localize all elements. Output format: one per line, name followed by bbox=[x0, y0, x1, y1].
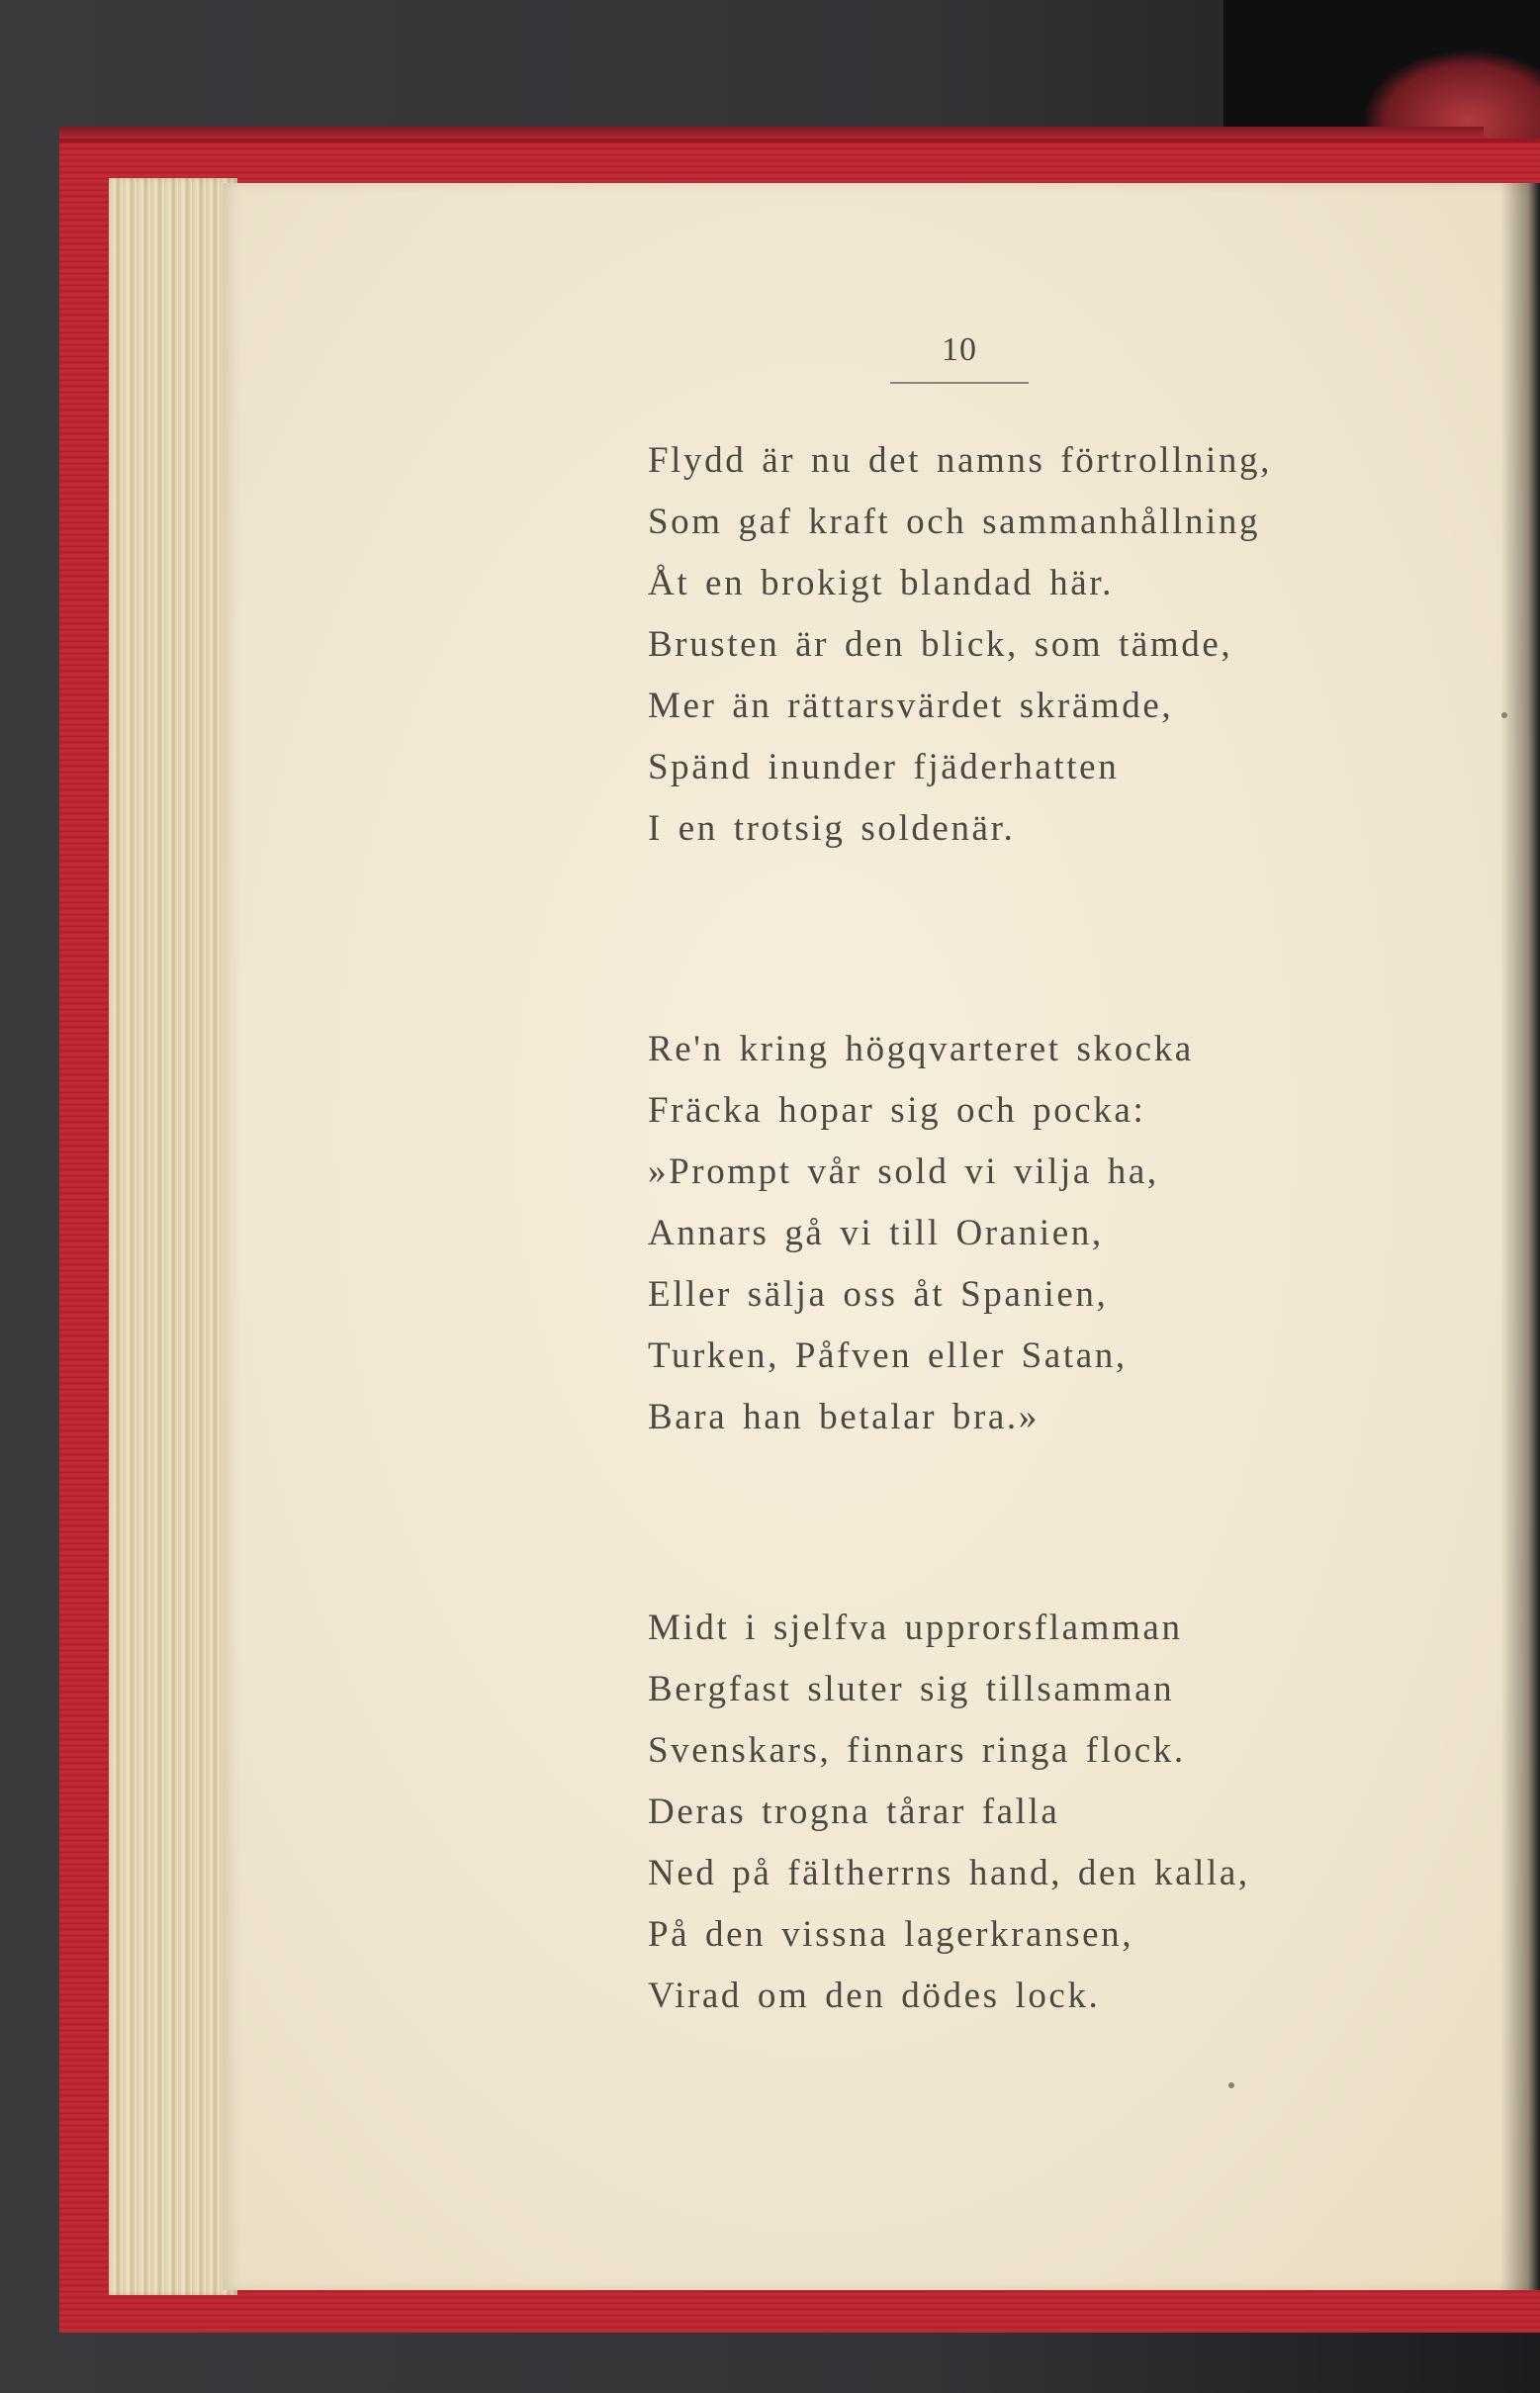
verse-line: Ned på fältherrns hand, den kalla, bbox=[648, 1853, 1250, 1893]
verse-line: Svenskars, finnars ringa flock. bbox=[648, 1730, 1186, 1771]
verse-line: I en trotsig soldenär. bbox=[648, 808, 1016, 849]
verse-line: Eller sälja oss åt Spanien, bbox=[648, 1274, 1109, 1315]
page-gutter-shadow bbox=[1500, 183, 1540, 2290]
stanza-2 bbox=[648, 1019, 1400, 1448]
verse-line: Spänd inunder fjäderhatten bbox=[648, 747, 1120, 787]
verse-line: Turken, Påfven eller Satan, bbox=[648, 1335, 1128, 1376]
page-number: 10 bbox=[942, 331, 977, 368]
verse-line: Bara han betalar bra.» bbox=[648, 1397, 1040, 1437]
verse-line: Annars gå vi till Oranien, bbox=[648, 1213, 1104, 1253]
stanza-3 bbox=[648, 1598, 1400, 2027]
verse-line: Virad om den dödes lock. bbox=[648, 1976, 1101, 2016]
verse-line: Deras trogna tårar falla bbox=[648, 1792, 1060, 1832]
verse-line: Fräcka hopar sig och pocka: bbox=[648, 1090, 1146, 1131]
verse-line: Bergfast sluter sig tillsamman bbox=[648, 1669, 1175, 1709]
verse-line: Åt en brokigt blandad här. bbox=[648, 563, 1114, 603]
verse-line: Som gaf kraft och sammanhållning bbox=[648, 502, 1261, 542]
verse-line: Midt i sjelfva upprorsflamman bbox=[648, 1608, 1183, 1648]
paper-speck bbox=[1501, 712, 1507, 718]
paper-speck bbox=[1228, 2082, 1234, 2088]
verse-line: Mer än rättarsvärdet skrämde, bbox=[648, 686, 1174, 726]
stanza-1 bbox=[648, 430, 1400, 860]
verse-line: »Prompt vår sold vi vilja ha, bbox=[648, 1151, 1159, 1192]
verse-line: Re'n kring högqvarteret skocka bbox=[648, 1029, 1194, 1069]
verse-line: Flydd är nu det namns förtrollning, bbox=[648, 440, 1272, 481]
page-edges bbox=[109, 178, 237, 2295]
verse-line: På den vissna lagerkransen, bbox=[648, 1914, 1134, 1955]
verse-line: Brusten är den blick, som tämde, bbox=[648, 624, 1233, 665]
page-number-rule bbox=[890, 382, 1029, 384]
